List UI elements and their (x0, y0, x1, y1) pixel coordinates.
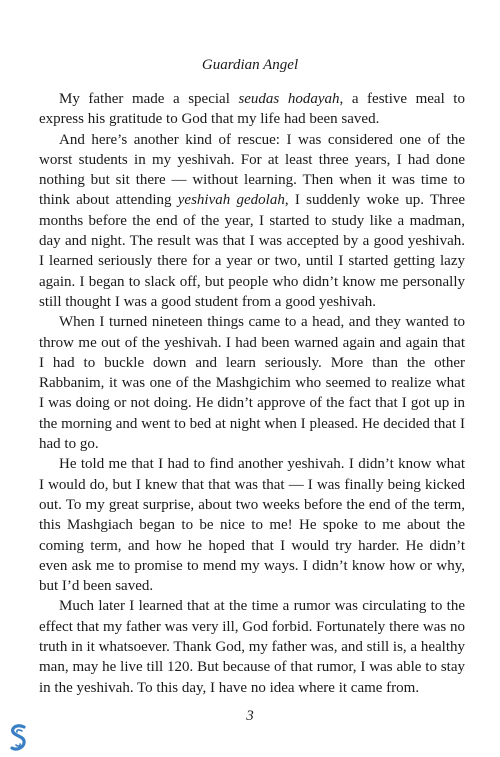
text-segment: When I turned nineteen things came to a head, and they wanted to throw me out of the yeshivah. I had been warned again and again that I had to buckle down and learn seriously. More than the other Rabbanim, it was one of the Mashgichim who seemed to realize what I was doing or not doing. He didn’t approve of the fact that I got up in the morning and went to bed at night when I pleased. He decided that I had to go. (39, 314, 465, 453)
paragraph (39, 312, 465, 454)
text-segment: , I suddenly woke up. Three months before the end of the year, I started to study like a madman, day and night. The result was that I was accepted by a good yeshivah. I learned seriously there for a year or two, until I started getting lazy again. I began to slack off, but people who didn’t know me personally still thought I was a good student from a good yeshivah. (39, 192, 465, 310)
running-title: Guardian Angel (201, 57, 299, 73)
s-swirl-logo-icon (8, 723, 30, 753)
body-text (39, 89, 465, 698)
text-segment: , a festive meal to express his gratitude to God that my life had been saved. (39, 91, 465, 128)
page-number: 3 (246, 708, 254, 724)
paragraph (39, 89, 465, 130)
italic-term: seudas hodayah (238, 91, 340, 107)
paragraph (39, 454, 465, 596)
paragraph (39, 596, 465, 697)
paragraph (39, 130, 465, 313)
text-segment: My father made a special (59, 91, 239, 107)
text-segment: He told me that I had to find another yeshivah. I didn’t know what I would do, but I knew that that was that — I was finally being kicked out. To my great surprise, about two weeks before the end of the term, this Mashgiach began to be nice to me! He spoke to me about the coming term, and how he hoped that I would try harder. He didn’t even ask me to promise to mend my ways. I didn’t know how or why, but I’d been saved. (39, 456, 465, 595)
text-segment: Much later I learned that at the time a rumor was circulating to the effect that my father was very ill, God forbid. Fortunately there was no truth in it whatsoever. Thank God, my father was, and still is, a healthy man, may he live till 120. But because of that rumor, I was able to stay in the yeshivah. To this day, I have no idea where it came from. (39, 598, 465, 696)
text-segment: And here’s another kind of rescue: I was considered one of the worst students in my yeshivah. For at least three years, I had done nothing but sit there — without learning. Then when it was time to think about attending (39, 131, 465, 209)
italic-term: yeshivah gedolah (177, 192, 285, 209)
